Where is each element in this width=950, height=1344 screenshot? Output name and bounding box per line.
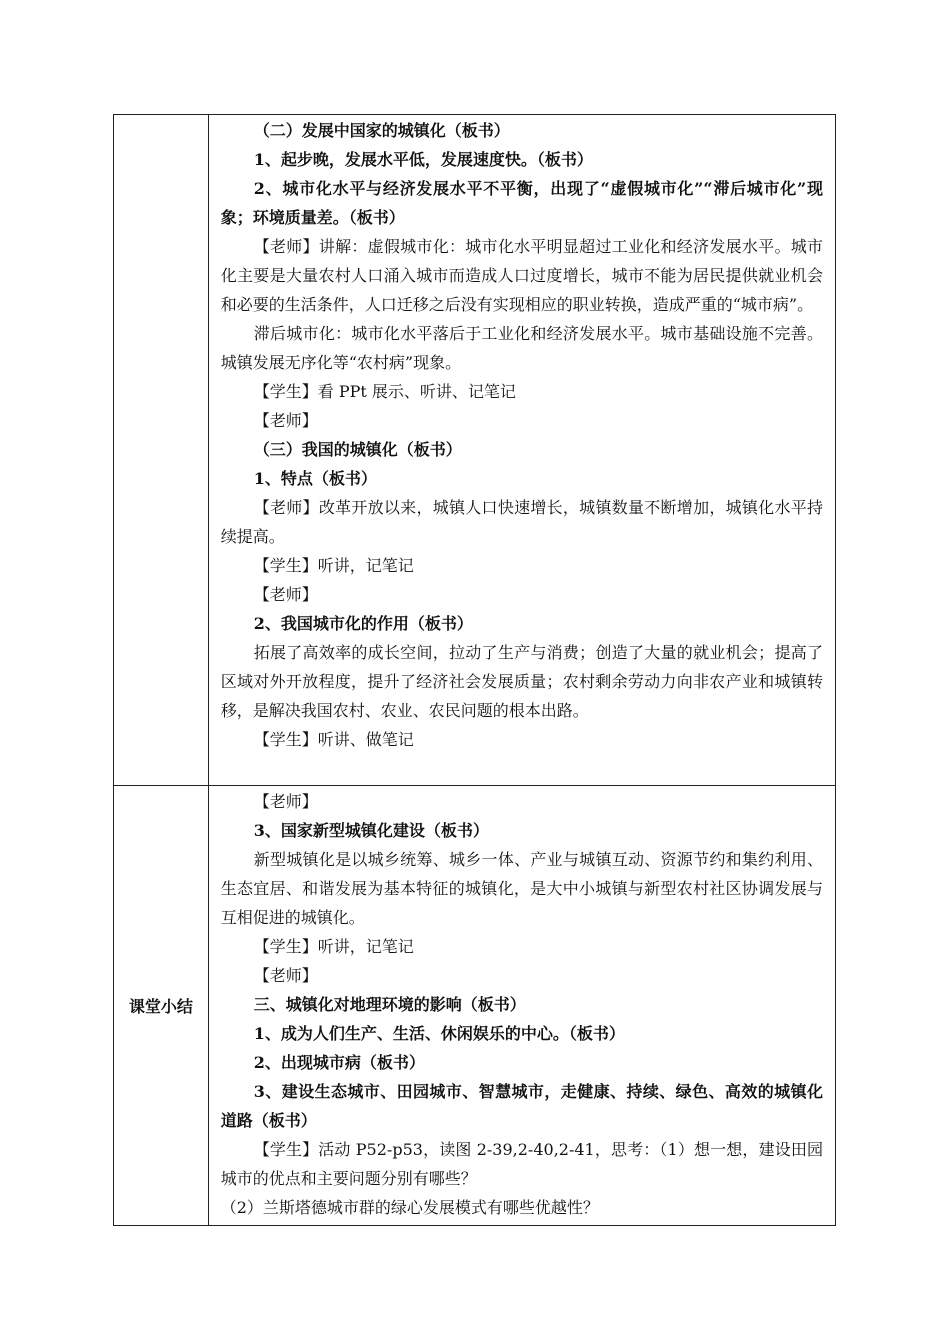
paragraph: 【学生】看 PPt 展示、听讲、记笔记 bbox=[253, 382, 516, 401]
table-row bbox=[114, 786, 836, 1226]
paragraph: 2、出现城市病（板书） bbox=[253, 1053, 425, 1072]
content-cell bbox=[208, 786, 835, 1226]
paragraph: 【老师】 bbox=[253, 585, 318, 604]
row-label-cell bbox=[114, 786, 209, 1226]
paragraph: （二）发展中国家的城镇化（板书） bbox=[253, 121, 510, 140]
paragraph: 【学生】听讲，记笔记 bbox=[253, 937, 414, 956]
lesson-plan-table bbox=[113, 114, 836, 1226]
paragraph: 1、起步晚，发展水平低，发展速度快。（板书） bbox=[253, 150, 593, 169]
paragraph: 2、城市化水平与经济发展水平不平衡，出现了“虚假城市化”“滞后城市化”现象；环境质量差。（板书） bbox=[220, 179, 823, 227]
paragraph: 【学生】活动 P52-p53，读图 2-39,2-40,2-41，思考：（1）想一想，建设田园城市的优点和主要问题分别有哪些？ bbox=[220, 1140, 823, 1188]
paragraph: 【老师】改革开放以来，城镇人口快速增长，城镇数量不断增加，城镇化水平持续提高。 bbox=[220, 498, 823, 546]
paragraph: 【老师】讲解：虚假城市化：城市化水平明显超过工业化和经济发展水平。城市化主要是大量农村人口涌入城市而造成人口过度增长，城市不能为居民提供就业机会和必要的生活条件，人口迁移之后没有实现相应的职业转换，造成严重的“城市病”。 bbox=[220, 237, 823, 314]
paragraph: 【学生】听讲、做笔记 bbox=[253, 730, 414, 749]
paragraph: 【学生】听讲，记笔记 bbox=[253, 556, 414, 575]
paragraph: 3、建设生态城市、田园城市、智慧城市，走健康、持续、绿色、高效的城镇化道路（板书） bbox=[220, 1082, 823, 1130]
paragraph: 拓展了高效率的成长空间，拉动了生产与消费；创造了大量的就业机会；提高了区域对外开放程度，提升了经济社会发展质量；农村剩余劳动力向非农产业和城镇转移，是解决我国农村、农业、农民问题的根本出路。 bbox=[220, 643, 823, 720]
content-cell bbox=[208, 115, 835, 786]
row-label-cell bbox=[114, 115, 209, 786]
paragraph: 3、国家新型城镇化建设（板书） bbox=[253, 821, 489, 840]
paragraph: 【老师】 bbox=[253, 411, 318, 430]
paragraph: 滞后城市化：城市化水平落后于工业化和经济发展水平。城市基础设施不完善。城镇发展无序化等“农村病”现象。 bbox=[220, 324, 823, 372]
paragraph: 【老师】 bbox=[253, 966, 318, 985]
paragraph: 2、我国城市化的作用（板书） bbox=[253, 614, 473, 633]
content-body bbox=[209, 115, 835, 757]
row-label: 课堂小结 bbox=[128, 997, 193, 1016]
table-row bbox=[114, 115, 836, 786]
paragraph: 1、特点（板书） bbox=[253, 469, 377, 488]
content-body bbox=[209, 786, 835, 1225]
paragraph: （2）兰斯塔德城市群的绿心发展模式有哪些优越性？ bbox=[220, 1198, 599, 1217]
paragraph: 三、城镇化对地理环境的影响（板书） bbox=[253, 995, 526, 1014]
paragraph: 【老师】 bbox=[253, 792, 318, 811]
paragraph: 1、成为人们生产、生活、休闲娱乐的中心。（板书） bbox=[253, 1024, 625, 1043]
paragraph: （三）我国的城镇化（板书） bbox=[253, 440, 462, 459]
paragraph: 新型城镇化是以城乡统筹、城乡一体、产业与城镇互动、资源节约和集约利用、生态宜居、和谐发展为基本特征的城镇化，是大中小城镇与新型农村社区协调发展与互相促进的城镇化。 bbox=[220, 850, 823, 927]
